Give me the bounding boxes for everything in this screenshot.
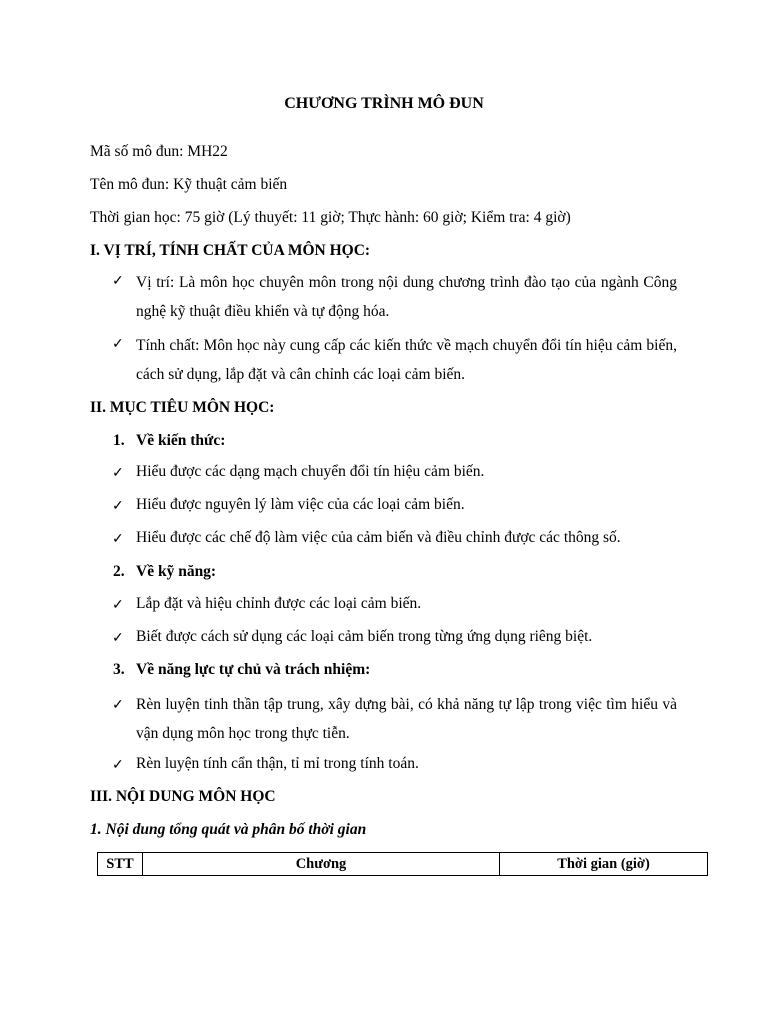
group-2-title: Về kỹ năng: xyxy=(136,563,217,580)
skill-item: Lắp đặt và hiệu chỉnh được các loại cảm biến. xyxy=(136,595,422,612)
time-allocation-table xyxy=(97,852,708,876)
module-name: Tên mô đun: Kỹ thuật cảm biến xyxy=(90,176,288,193)
nature-item: Tính chất: Môn học này cung cấp các kiến thức về mạch chuyển đổi tín hiệu cảm biến, cách sử dụng, lắp đặt và cân chỉnh các loại cảm biến. xyxy=(136,337,677,383)
position-item: Vị trí: Là môn học chuyên môn trong nội dung chương trình đào tạo của ngành Công nghệ kỹ thuật điều khiển và tự động hóa. xyxy=(136,274,677,320)
table-header-row xyxy=(98,853,708,876)
group-1-number: 1. xyxy=(113,432,125,449)
group-2-number: 2. xyxy=(113,563,125,580)
skill-item: Biết được cách sử dụng các loại cảm biến trong từng ứng dụng riêng biệt. xyxy=(136,628,593,645)
document-title: CHƯƠNG TRÌNH MÔ ĐUN xyxy=(284,95,484,112)
table-header-time: Thời gian (giờ) xyxy=(500,853,708,876)
knowledge-item: Hiểu được các chế độ làm việc của cảm biến và điều chỉnh được các thông số. xyxy=(136,529,621,546)
knowledge-item: Hiểu được các dạng mạch chuyển đổi tín hiệu cảm biến. xyxy=(136,463,485,480)
table-header-stt: STT xyxy=(98,853,143,876)
section-3-heading: III. NỘI DUNG MÔN HỌC xyxy=(90,788,276,805)
knowledge-item: Hiểu được nguyên lý làm việc của các loại cảm biến. xyxy=(136,496,465,513)
group-3-number: 3. xyxy=(113,661,125,678)
check-icon: ✓ xyxy=(112,532,124,547)
check-icon: ✓ xyxy=(112,698,124,713)
check-icon: ✓ xyxy=(112,499,124,514)
section-2-heading: II. MỤC TIÊU MÔN HỌC: xyxy=(90,399,275,416)
module-code: Mã số mô đun: MH22 xyxy=(90,143,228,160)
group-1-title: Về kiến thức: xyxy=(136,432,226,449)
check-icon: ✓ xyxy=(112,631,124,646)
check-icon: ✓ xyxy=(112,758,124,773)
section-3-subheading: 1. Nội dung tổng quát và phân bố thời gian xyxy=(90,821,367,838)
check-icon: ✓ xyxy=(112,466,124,481)
table-header-chapter: Chương xyxy=(143,853,500,876)
check-icon: ✓ xyxy=(112,337,124,352)
autonomy-item: Rèn luyện tinh thần tập trung, xây dựng bài, có khả năng tự lập trong việc tìm hiểu và vận dụng môn học trong thực tiễn. xyxy=(136,696,677,742)
study-time: Thời gian học: 75 giờ (Lý thuyết: 11 giờ; Thực hành: 60 giờ; Kiểm tra: 4 giờ) xyxy=(90,209,571,226)
group-3-title: Về năng lực tự chủ và trách nhiệm: xyxy=(136,661,371,678)
section-1-heading: I. VỊ TRÍ, TÍNH CHẤT CỦA MÔN HỌC: xyxy=(90,242,371,259)
autonomy-item: Rèn luyện tính cẩn thận, tỉ mỉ trong tính toán. xyxy=(136,755,419,772)
check-icon: ✓ xyxy=(112,274,124,289)
check-icon: ✓ xyxy=(112,598,124,613)
